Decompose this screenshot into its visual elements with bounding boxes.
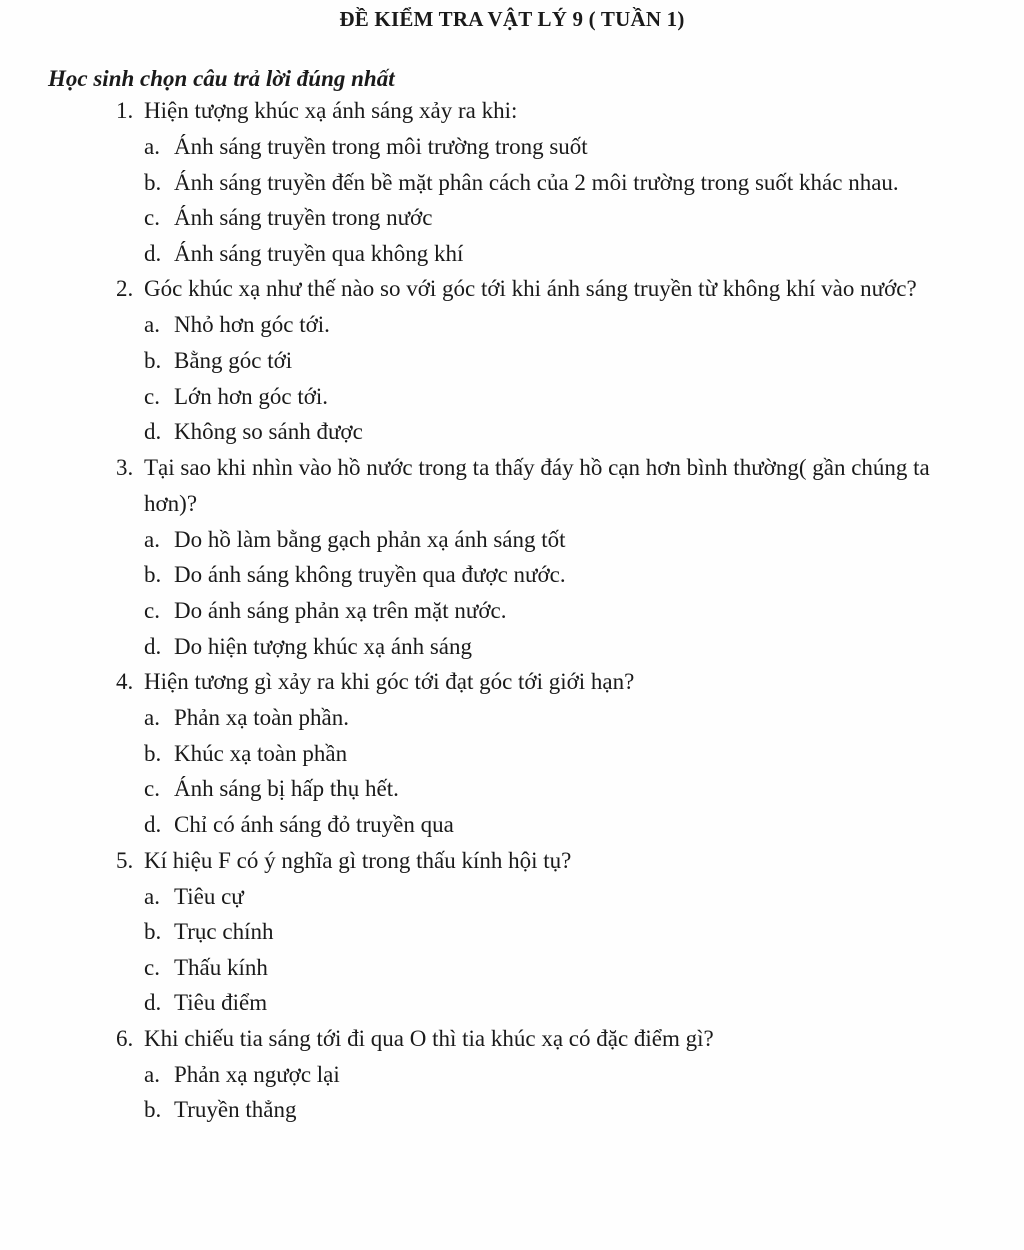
answer-option (0, 914, 1024, 950)
option-letter: b. (144, 1097, 162, 1123)
question-list (0, 93, 1024, 1128)
option-text: Do ánh sáng không truyền qua được nước. (174, 562, 566, 588)
answer-option (0, 1057, 1024, 1093)
option-letter: d. (144, 419, 162, 445)
question-6 (0, 1021, 1024, 1128)
question-stem (0, 664, 1024, 700)
question-stem (0, 271, 1024, 307)
option-text: Do hồ làm bằng gạch phản xạ ánh sáng tốt (174, 526, 566, 552)
option-text: Nhỏ hơn góc tới. (174, 312, 330, 338)
question-number: 6. (116, 1025, 134, 1051)
page-title: ĐỀ KIỂM TRA VẬT LÝ 9 ( TUẦN 1) (339, 7, 685, 31)
option-letter: c. (144, 205, 160, 231)
option-text: Ánh sáng truyền trong môi trường trong suốt (174, 134, 588, 159)
answer-option (0, 1092, 1024, 1128)
option-text: Ánh sáng bị hấp thụ hết. (174, 776, 399, 802)
question-number: 4. (116, 669, 134, 695)
option-letter: a. (144, 526, 160, 552)
answer-option (0, 165, 1024, 201)
question-text: Khi chiếu tia sáng tới đi qua O thì tia khúc xạ có đặc điểm gì? (144, 1025, 714, 1051)
answer-option (0, 379, 1024, 415)
answer-option (0, 629, 1024, 665)
answer-option (0, 879, 1024, 915)
question-stem (0, 843, 1024, 879)
option-letter: a. (144, 705, 160, 731)
option-letter: b. (144, 919, 162, 945)
answer-option (0, 700, 1024, 736)
option-text: Phản xạ ngược lại (174, 1061, 340, 1087)
answer-option (0, 985, 1024, 1021)
option-text: Lớn hơn góc tới. (174, 383, 329, 409)
question-4 (0, 664, 1024, 842)
option-letter: d. (144, 240, 162, 266)
answer-option (0, 593, 1024, 629)
option-letter: c. (144, 383, 160, 409)
question-number: 1. (116, 98, 134, 123)
answer-option (0, 522, 1024, 558)
option-letter: a. (144, 1061, 160, 1087)
option-letter: c. (144, 776, 160, 802)
answer-option (0, 200, 1024, 236)
option-text: Tiêu cự (174, 883, 244, 909)
question-3 (0, 450, 1024, 664)
answer-option (0, 771, 1024, 807)
option-letter: b. (144, 740, 162, 766)
option-text: Phản xạ toàn phần. (174, 705, 350, 731)
option-letter: d. (144, 811, 162, 837)
question-2 (0, 271, 1024, 449)
question-stem (0, 93, 1024, 129)
option-text: Không so sánh được (174, 419, 363, 445)
option-letter: d. (144, 633, 162, 659)
answer-option (0, 343, 1024, 379)
answer-option (0, 950, 1024, 986)
question-stem (0, 1021, 1024, 1057)
answer-option (0, 414, 1024, 450)
option-text: Ánh sáng truyền trong nước (174, 205, 433, 231)
answer-option (0, 736, 1024, 772)
option-letter: a. (144, 134, 160, 159)
option-text: Trục chính (174, 919, 274, 945)
option-text: Bằng góc tới (174, 347, 293, 373)
option-text: Ánh sáng truyền qua không khí (174, 240, 464, 266)
answer-option (0, 807, 1024, 843)
question-text: Kí hiệu F có ý nghĩa gì trong thấu kính hội tụ? (144, 847, 572, 873)
option-letter: d. (144, 990, 162, 1016)
option-letter: c. (144, 954, 160, 980)
option-letter: c. (144, 597, 160, 623)
instruction-text: Học sinh chọn câu trả lời đúng nhất (48, 66, 395, 91)
question-number: 3. (116, 454, 134, 480)
answer-option (0, 557, 1024, 593)
option-letter: a. (144, 883, 160, 909)
question-1 (0, 93, 1024, 271)
option-text: Khúc xạ toàn phần (174, 740, 348, 766)
option-letter: b. (144, 347, 162, 373)
option-text: Truyền thẳng (174, 1097, 297, 1123)
question-number: 5. (116, 847, 134, 873)
answer-option (0, 129, 1024, 165)
option-text: Tiêu điểm (174, 990, 268, 1016)
option-letter: b. (144, 562, 162, 588)
option-text: Ánh sáng truyền đến bề mặt phân cách của 2 môi trường trong suốt khác nhau. (174, 169, 899, 195)
question-5 (0, 843, 1024, 1021)
option-text: Thấu kính (174, 954, 268, 980)
question-stem (0, 450, 1024, 522)
question-text: Góc khúc xạ như thế nào so với góc tới khi ánh sáng truyền từ không khí vào nước? (144, 276, 917, 302)
question-text: Hiện tương gì xảy ra khi góc tới đạt góc tới giới hạn? (144, 669, 635, 695)
option-letter: b. (144, 169, 162, 195)
option-text: Do ánh sáng phản xạ trên mặt nước. (174, 597, 507, 623)
option-letter: a. (144, 312, 160, 338)
answer-option (0, 236, 1024, 272)
question-text: Tại sao khi nhìn vào hồ nước trong ta thấy đáy hồ cạn hơn bình thường( gần chúng ta hơn)? (144, 454, 930, 516)
question-text: Hiện tượng khúc xạ ánh sáng xảy ra khi: (144, 98, 518, 123)
answer-option (0, 307, 1024, 343)
option-text: Do hiện tượng khúc xạ ánh sáng (174, 633, 473, 659)
question-number: 2. (116, 276, 134, 302)
option-text: Chỉ có ánh sáng đỏ truyền qua (174, 811, 454, 837)
